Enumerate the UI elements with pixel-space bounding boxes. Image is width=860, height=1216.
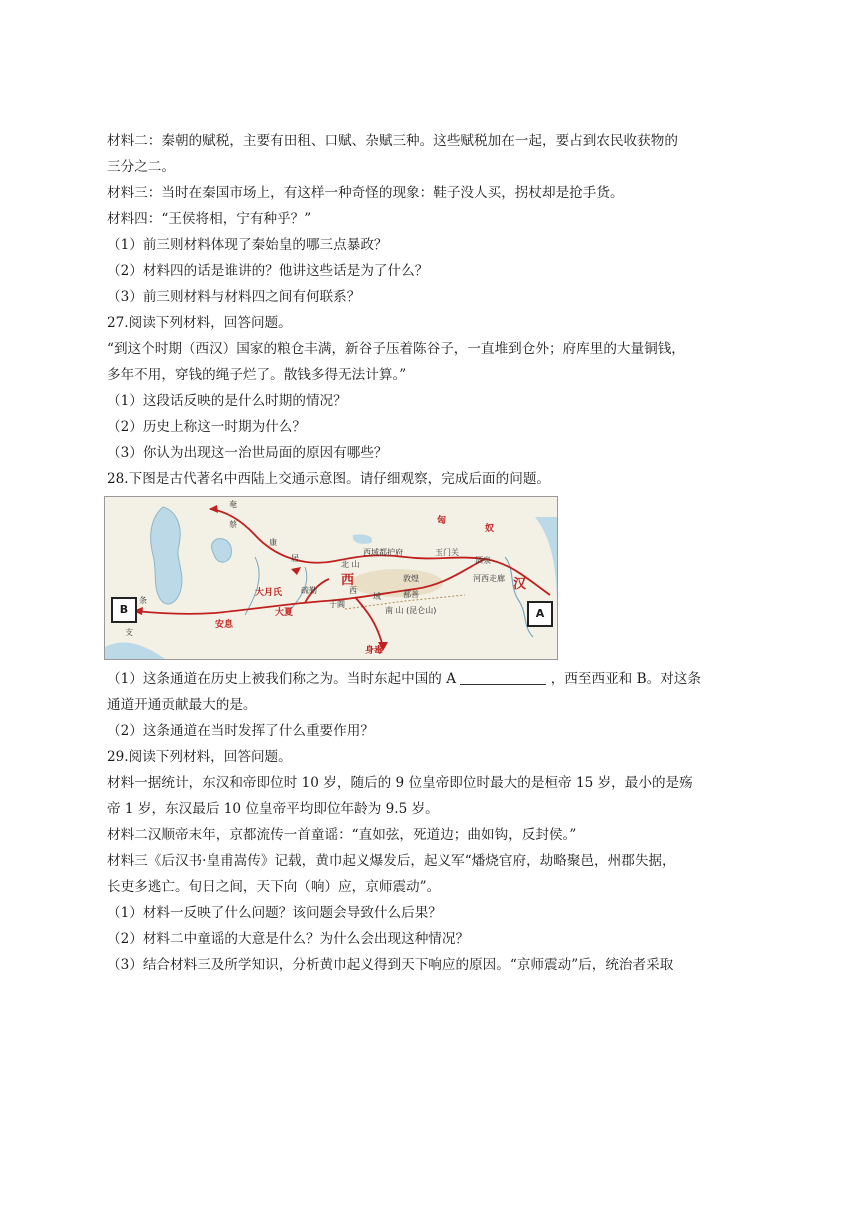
branch-route [355, 597, 383, 647]
map-label-daxia: 大夏 [275, 608, 294, 618]
map-label-xiyu-duhu: 西域都护府 [363, 548, 403, 557]
material-3: 材料三：当时在秦国市场上，有这样一种奇怪的现象：鞋子没人买，拐杖却是抢手货。 [107, 185, 624, 201]
map-label-cai: 蔡 [229, 520, 237, 529]
material-2-line-1: 材料二：秦朝的赋税，主要有田租、口赋、杂赋三种。这些赋税加在一起，要占到农民收获物的 [107, 133, 678, 149]
map-label-xi: 西 [341, 573, 355, 588]
map-label-dayuezhi: 大月氏 [255, 588, 283, 598]
aral-sea [212, 539, 232, 562]
map-label-nanshan: 南 山 (昆仑山) [385, 606, 437, 615]
material-4: 材料四：“王侯将相，宁有种乎？” [107, 211, 312, 227]
map-label-dunhuang: 敦煌 [403, 574, 419, 583]
map-label-zhi: 支 [125, 628, 133, 637]
map-label-xiongnu-1: 匈 [437, 516, 447, 526]
question-29-title: 29.阅读下列材料，回答问题。 [107, 749, 292, 765]
question-29-material-1-line-1: 材料一据统计，东汉和帝即位时 10 岁，随后的 9 位皇帝即位时最大的是桓帝 15 岁，最小的是殇 [107, 775, 693, 791]
map-label-xicheng-1: 西 [349, 586, 357, 595]
map-label-xiongnu-2: 奴 [485, 524, 495, 534]
question-29-1: （1）材料一反映了什么问题？该问题会导致什么后果？ [107, 905, 442, 921]
map-label-shule: 疏勒 [301, 586, 317, 595]
question-29-material-3-line-2: 长吏多逃亡。旬日之间，天下向（响）应，京师震动”。 [107, 879, 441, 895]
question-29-material-2: 材料二汉顺帝末年，京都流传一首童谣：“直如弦，死道边；曲如钩，反封侯。” [107, 827, 577, 843]
page-content [107, 128, 757, 978]
silk-road-map [104, 496, 558, 660]
question-27-2: （2）历史上称这一时期为什么？ [107, 419, 306, 435]
question-28-1-text-a: （1）这条通道在历史上被我们称之为。当时东起中国的 A [107, 671, 457, 687]
map-label-ju: 居 [291, 554, 299, 563]
desert-region [351, 569, 443, 597]
question-29-3: （3）结合材料三及所学知识，分析黄巾起义得到天下响应的原因。“京师震动”后，统治者采取 [107, 957, 674, 973]
map-label-anxi: 安息 [215, 620, 234, 630]
map-label-beishan: 北 山 [341, 560, 360, 569]
map-label-fenqin: 奄 [229, 500, 237, 509]
map-label-hexi: 河西走廊 [473, 574, 505, 583]
map-label-han: 汉 [513, 577, 527, 592]
question-28-2: （2）这条通道在当时发挥了什么重要作用？ [107, 723, 374, 739]
question-27-material-2: 多年不用，穿钱的绳子烂了。散钱多得无法计算。” [107, 367, 407, 383]
question-29-material-1-line-2: 帝 1 岁，东汉最后 10 位皇帝平均即位年龄为 9.5 岁。 [107, 801, 439, 817]
question-26-1: （1）前三则材料体现了秦始皇的哪三点暴政？ [107, 237, 388, 253]
map-label-xicheng-2: 域 [373, 592, 381, 601]
question-29-material-3-line-1: 材料三《后汉书·皇甫嵩传》记载，黄巾起义爆发后，起义军“燔烧官府，劫略聚邑，州郡失据， [107, 853, 676, 869]
question-28-1-line-1 [107, 666, 757, 692]
map-box-a: A [527, 601, 553, 627]
map-label-jiuquan: 酒泉 [475, 556, 491, 565]
map-box-b: B [111, 597, 137, 623]
answer-blank[interactable] [460, 670, 546, 685]
map-label-yumenguan: 玉门关 [435, 548, 459, 557]
map-label-shanshan: 鄯善 [403, 590, 419, 599]
question-29-2: （2）材料二中童谣的大意是什么？为什么会出现这种情况？ [107, 931, 470, 947]
map-label-yutian: 于阗 [329, 600, 345, 609]
question-27-3: （3）你认为出现这一治世局面的原因有哪些？ [107, 445, 388, 461]
question-28-1-text-b: ，西至西亚和 B。对这条 [550, 671, 701, 687]
map-label-shendu: 身毒 [365, 646, 384, 656]
question-26-2: （2）材料四的话是谁讲的？他讲这些话是为了什么？ [107, 263, 429, 279]
question-28-1-line-2: 通道开通贡献最大的是。 [107, 697, 257, 713]
map-label-tiao: 条 [139, 596, 147, 605]
arrow-north [209, 505, 218, 513]
lake-balkhash [353, 534, 372, 543]
question-27-material-1: “到这个时期（西汉）国家的粮仓丰满，新谷子压着陈谷子，一直堆到仓外；府库里的大量铜钱， [107, 341, 685, 357]
caspian-sea [151, 507, 182, 604]
question-26-3: （3）前三则材料与材料四之间有何联系？ [107, 289, 361, 305]
eastern-sea [535, 517, 557, 607]
map-label-kang: 康 [269, 538, 277, 547]
question-28-title: 28.下图是古代著名中西陆上交通示意图。请仔细观察，完成后面的问题。 [107, 471, 551, 487]
question-27-title: 27.阅读下列材料，回答问题。 [107, 315, 292, 331]
persian-gulf [105, 643, 165, 659]
material-2-line-2: 三分之二。 [107, 159, 175, 175]
arrow-east-mid [291, 567, 301, 575]
question-27-1: （1）这段话反映的是什么时期的情况？ [107, 393, 347, 409]
